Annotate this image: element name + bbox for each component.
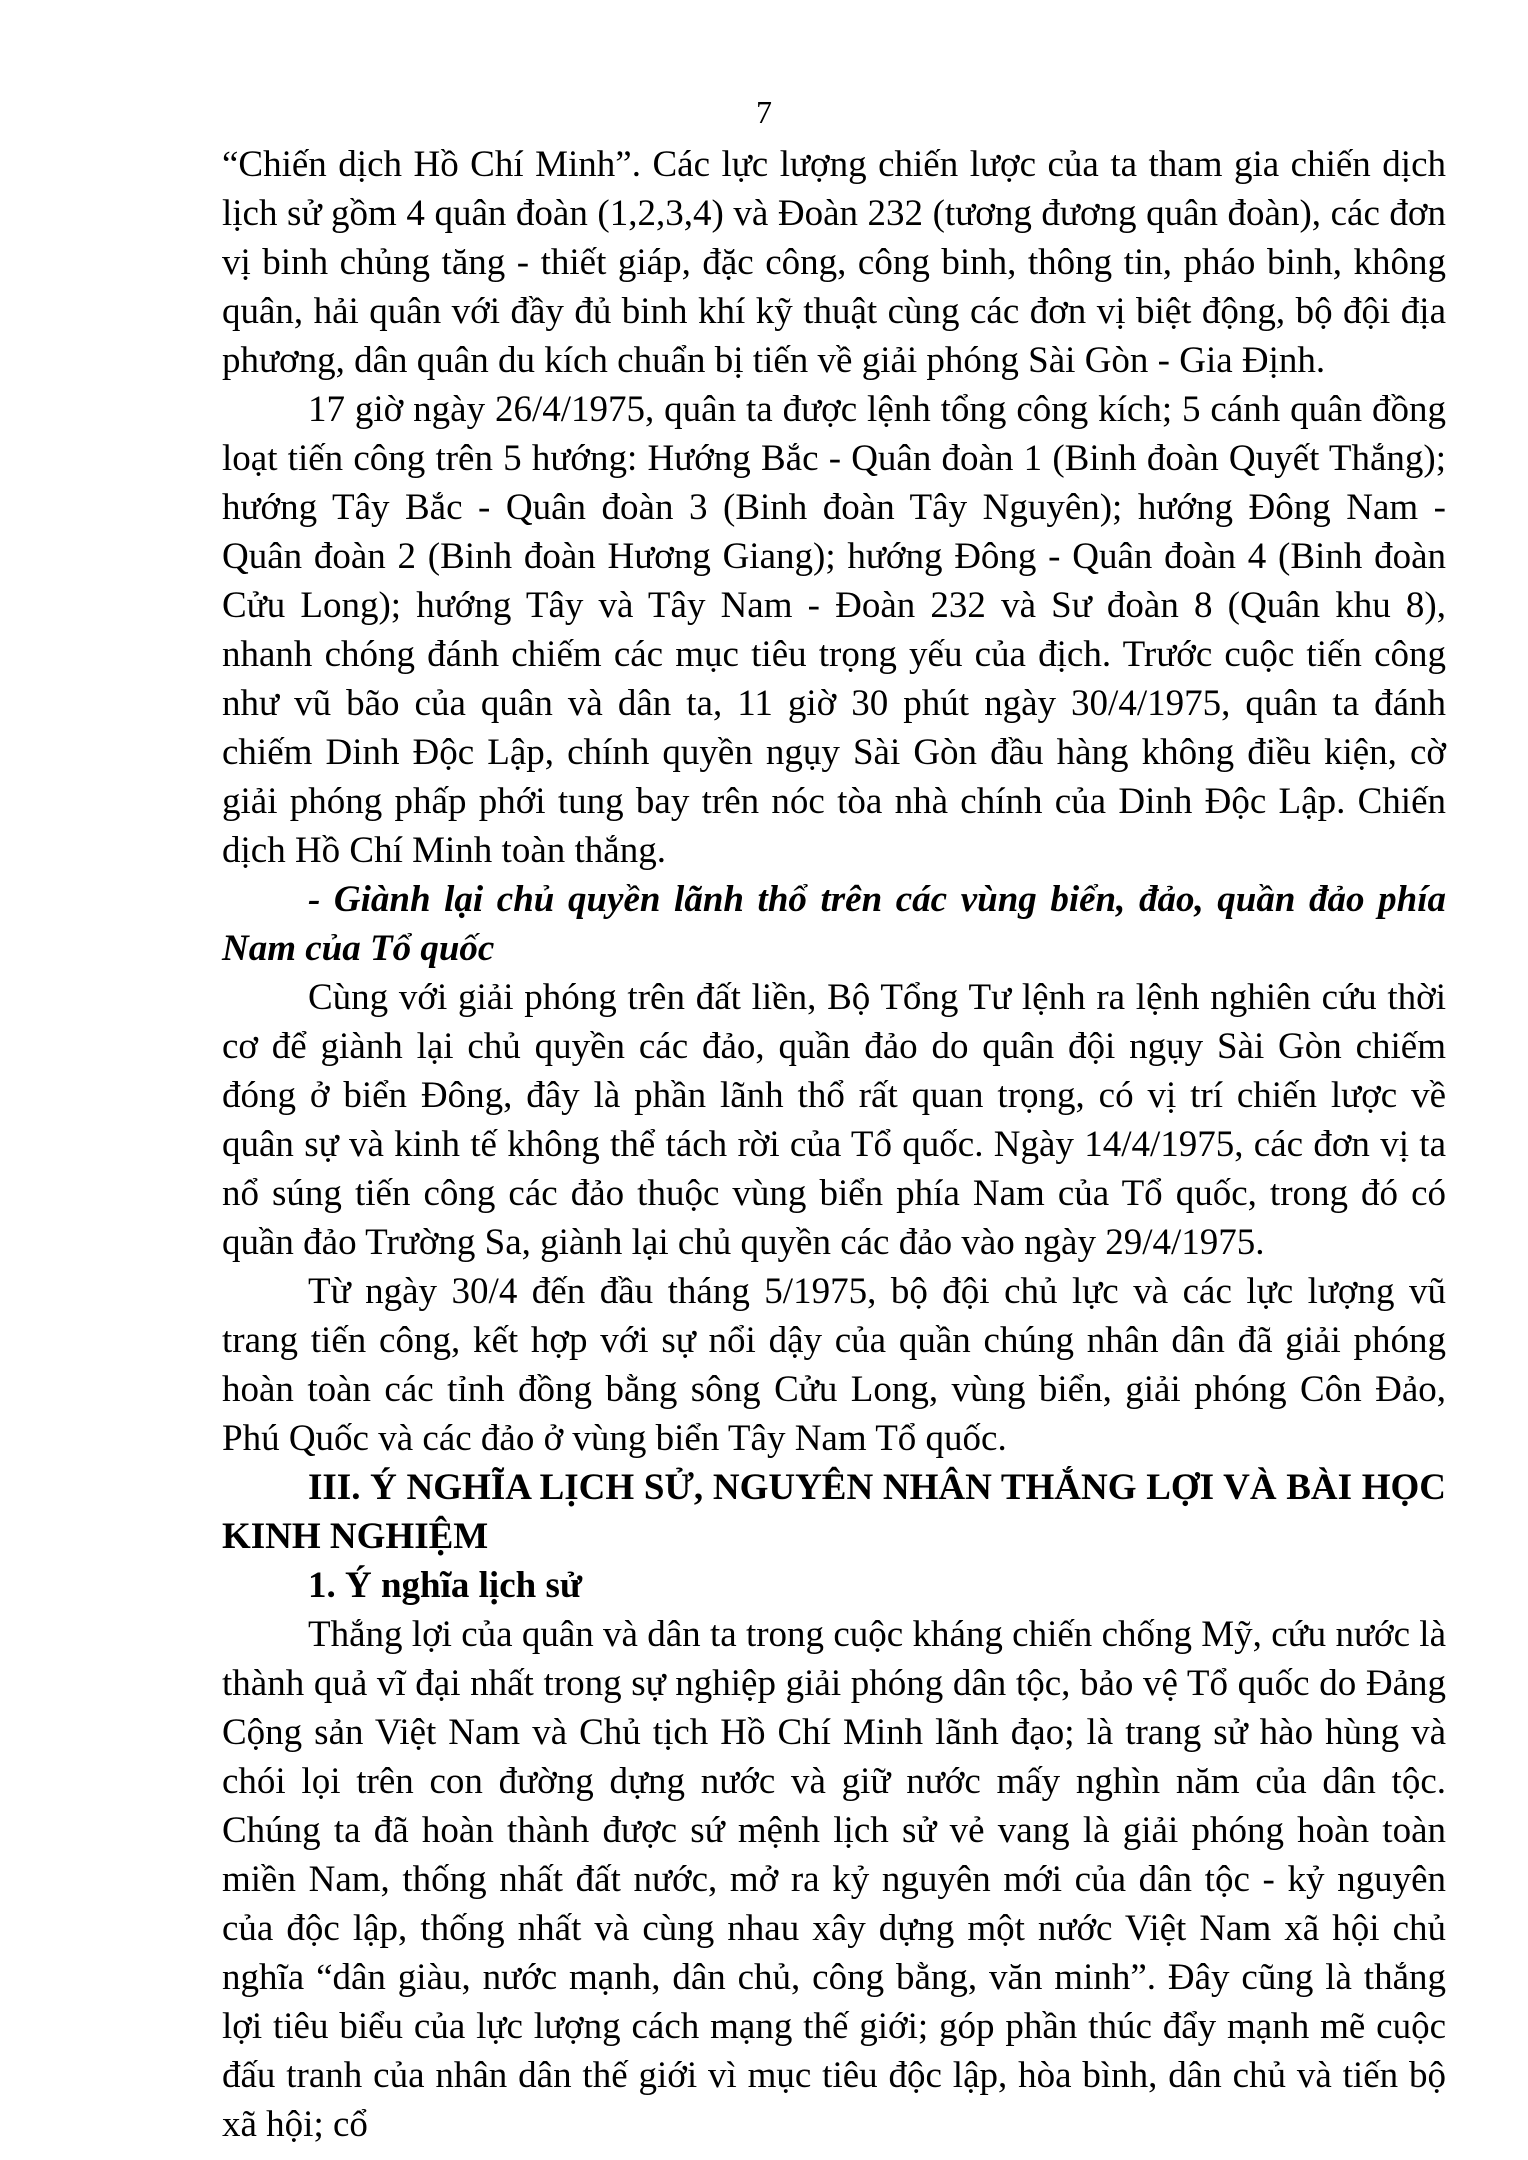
paragraph-campaign-forces: “Chiến dịch Hồ Chí Minh”. Các lực lượng chiến lược của ta tham gia chiến dịch lịch sử gồm 4 quân đoàn (1,2,3,4) và Đoàn 232 (tương đương quân đoàn), các đơn vị binh chủng tăng - thiết giáp, đặc công, công binh, thông tin, pháo binh, không quân, hải quân với đầy đủ binh khí kỹ thuật cùng các đơn vị biệt động, bộ đội địa phương, dân quân du kích chuẩn bị tiến về giải phóng Sài Gòn - Gia Định.: [222, 144, 1446, 381]
paragraph-islands-liberation: Cùng với giải phóng trên đất liền, Bộ Tổng Tư lệnh ra lệnh nghiên cứu thời cơ để giành lại chủ quyền các đảo, quần đảo do quân đội ngụy Sài Gòn chiếm đóng ở biển Đông, đây là phần lãnh thổ rất quan trọng, có vị trí chiến lược về quân sự và kinh tế không thể tách rời của Tổ quốc. Ngày 14/4/1975, các đơn vị ta nổ súng tiến công các đảo thuộc vùng biển phía Nam của Tổ quốc, trong đó có quần đảo Trường Sa, giành lại chủ quyền các đảo vào ngày 29/4/1975.: [222, 977, 1446, 1263]
paragraph-historical-significance: Thắng lợi của quân và dân ta trong cuộc kháng chiến chống Mỹ, cứu nước là thành quả vĩ đại nhất trong sự nghiệp giải phóng dân tộc, bảo vệ Tổ quốc do Đảng Cộng sản Việt Nam và Chủ tịch Hồ Chí Minh lãnh đạo; là trang sử hào hùng và chói lọi trên con đường dựng nước và giữ nước mấy nghìn năm của dân tộc. Chúng ta đã hoàn thành được sứ mệnh lịch sử vẻ vang là giải phóng hoàn toàn miền Nam, thống nhất đất nước, mở ra kỷ nguyên mới của dân tộc - kỷ nguyên của độc lập, thống nhất và cùng nhau xây dựng một nước Việt Nam xã hội chủ nghĩa “dân giàu, nước mạnh, dân chủ, công bằng, văn minh”. Đây cũng là thắng lợi tiêu biểu của lực lượng cách mạng thế giới; góp phần thúc đẩy mạnh mẽ cuộc đấu tranh của nhân dân thế giới vì mục tiêu độc lập, hòa bình, dân chủ và tiến bộ xã hội; cổ: [222, 1614, 1446, 2145]
page-number: 7: [756, 94, 772, 130]
paragraph-general-offensive: 17 giờ ngày 26/4/1975, quân ta được lệnh tổng công kích; 5 cánh quân đồng loạt tiến công trên 5 hướng: Hướng Bắc - Quân đoàn 1 (Binh đoàn Quyết Thắng); hướng Tây Bắc - Quân đoàn 3 (Binh đoàn Tây Nguyên); hướng Đông Nam - Quân đoàn 2 (Binh đoàn Hương Giang); hướng Đông - Quân đoàn 4 (Binh đoàn Cửu Long); hướng Tây và Tây Nam - Đoàn 232 và Sư đoàn 8 (Quân khu 8), nhanh chóng đánh chiếm các mục tiêu trọng yếu của địch. Trước cuộc tiến công như vũ bão của quân và dân ta, 11 giờ 30 phút ngày 30/4/1975, quân ta đánh chiếm Dinh Độc Lập, chính quyền ngụy Sài Gòn đầu hàng không điều kiện, cờ giải phóng phấp phới tung bay trên nóc tòa nhà chính của Dinh Độc Lập. Chiến dịch Hồ Chí Minh toàn thắng.: [222, 389, 1446, 871]
section-heading-iii: III. Ý NGHĨA LỊCH SỬ, NGUYÊN NHÂN THẮNG LỢI VÀ BÀI HỌC KINH NGHIỆM: [222, 1467, 1446, 1557]
subheading-island-sovereignty: - Giành lại chủ quyền lãnh thổ trên các vùng biển, đảo, quần đảo phía Nam của Tổ quốc: [222, 879, 1446, 969]
page-content: [222, 140, 1446, 2149]
paragraph-mekong-delta: Từ ngày 30/4 đến đầu tháng 5/1975, bộ đội chủ lực và các lực lượng vũ trang tiến công, kết hợp với sự nổi dậy của quần chúng nhân dân đã giải phóng hoàn toàn các tỉnh đồng bằng sông Cửu Long, vùng biển, giải phóng Côn Đảo, Phú Quốc và các đảo ở vùng biển Tây Nam Tổ quốc.: [222, 1271, 1446, 1459]
subsection-heading-historical-significance: 1. Ý nghĩa lịch sử: [308, 1565, 583, 1606]
